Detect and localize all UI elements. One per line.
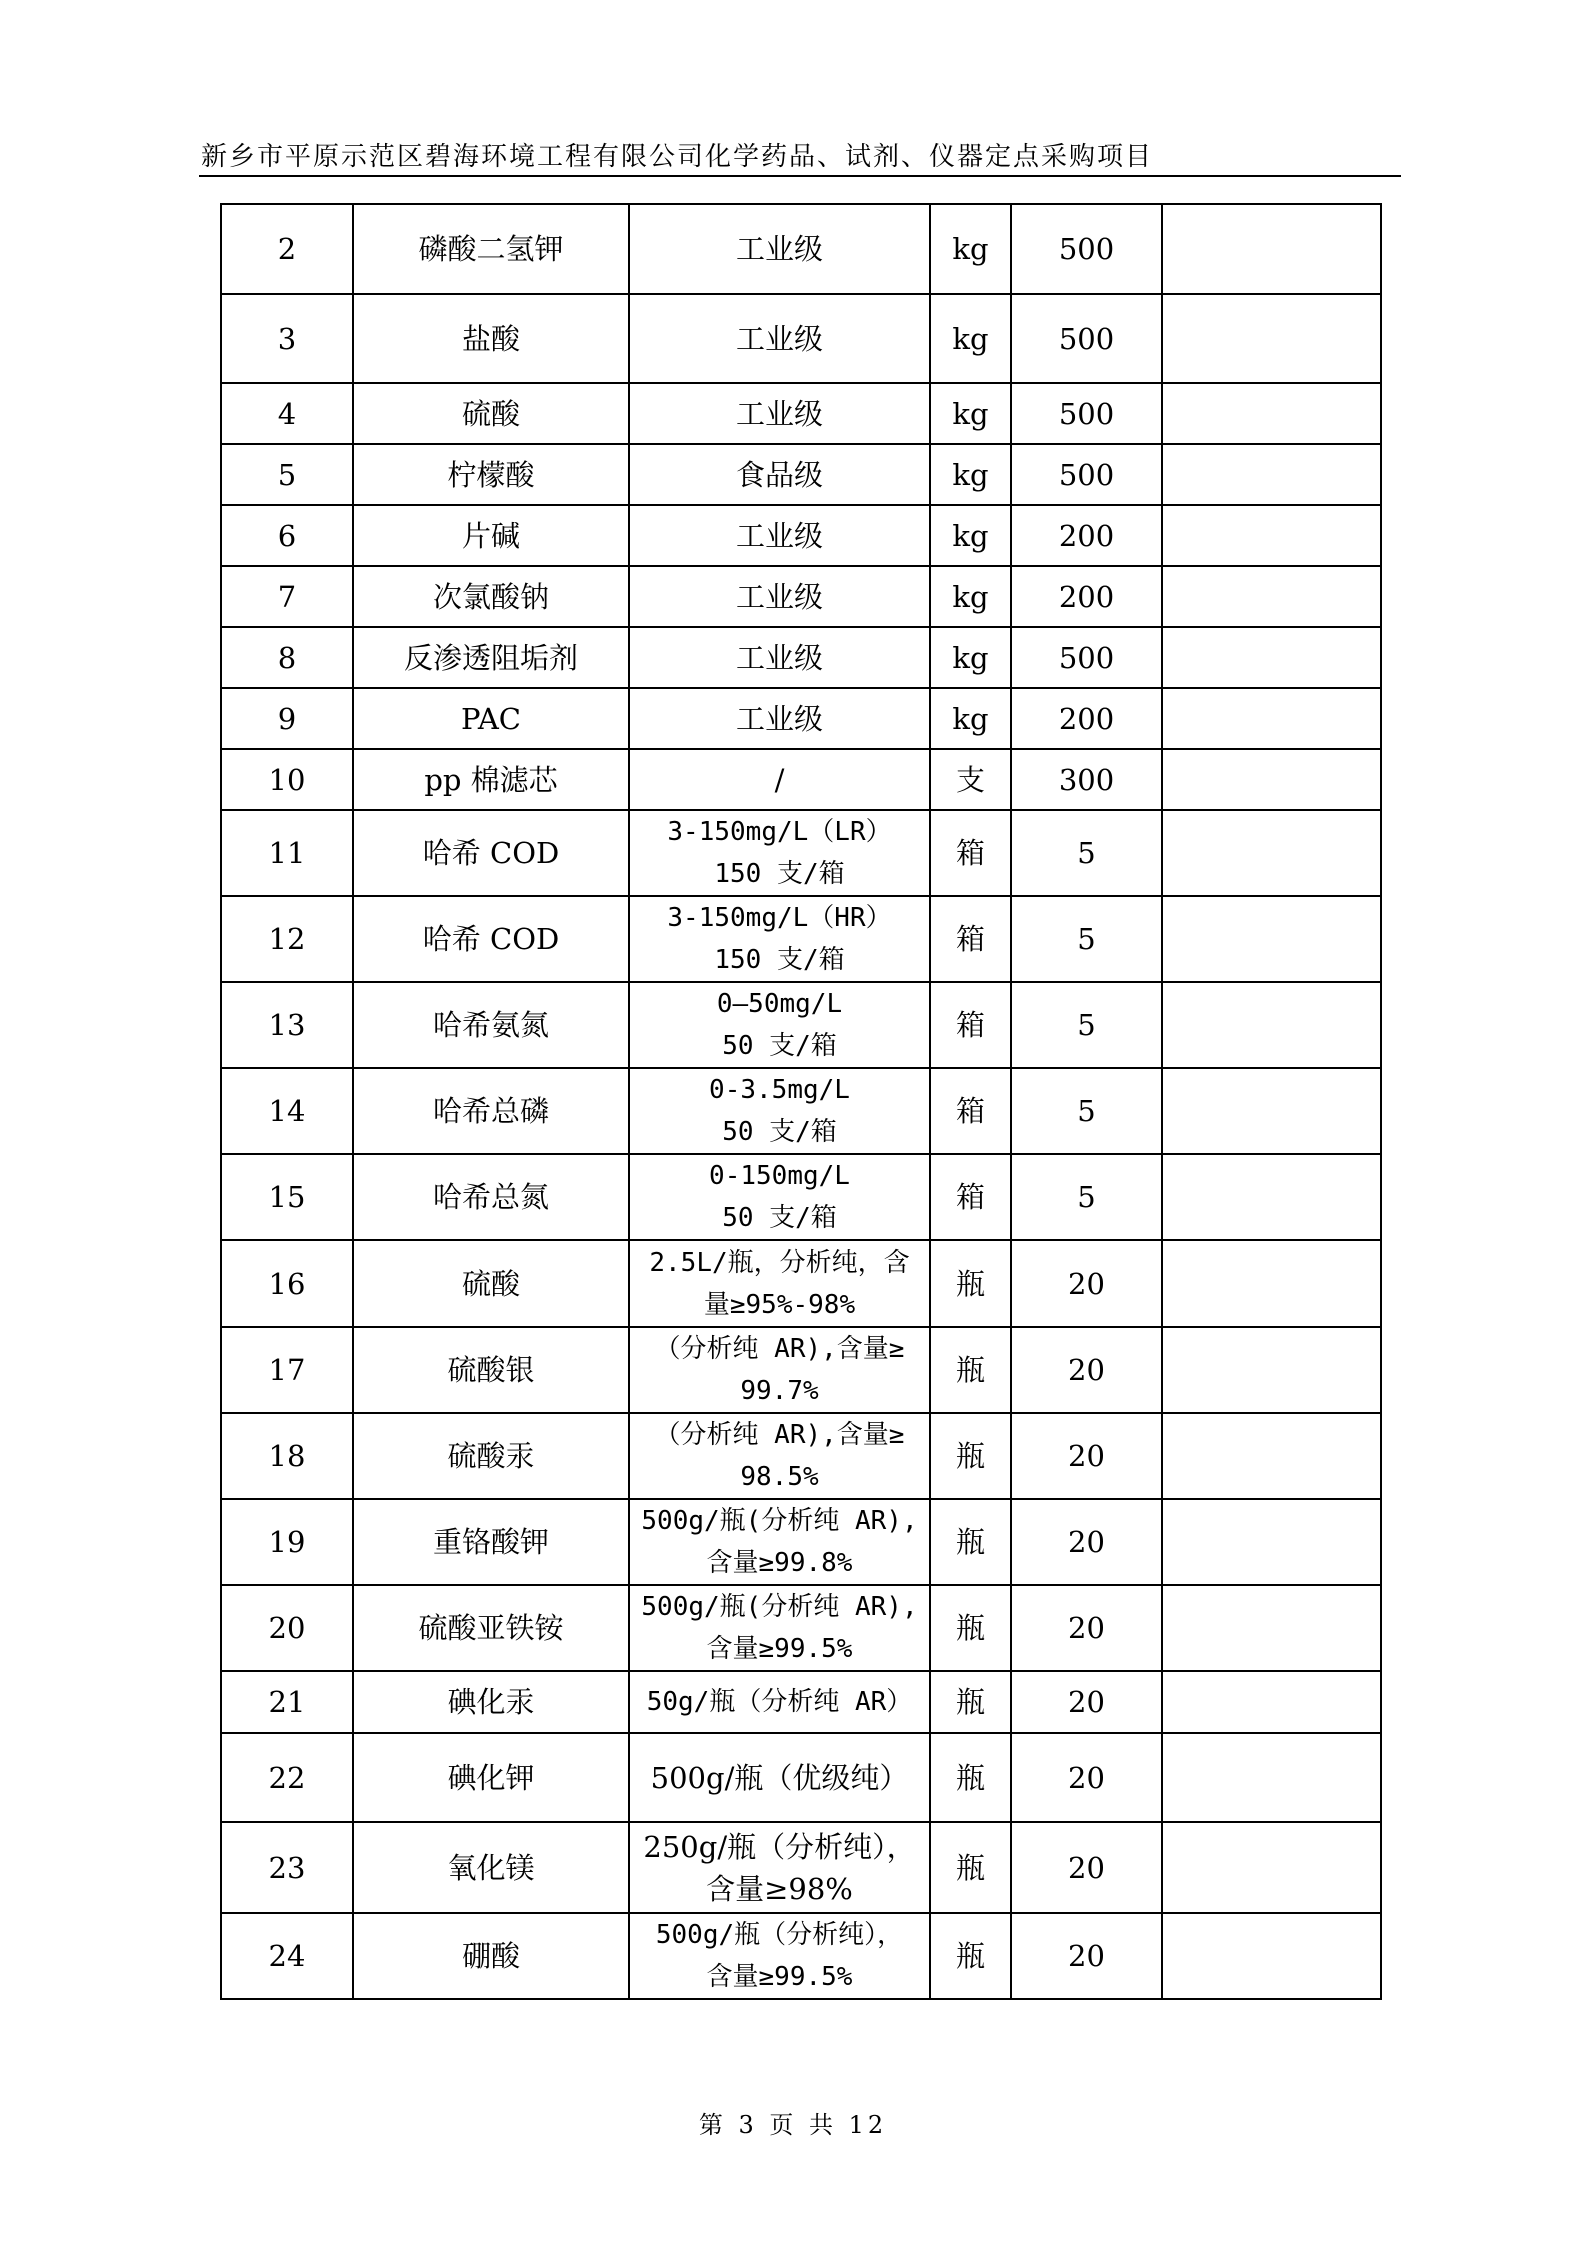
- item-name-cell: 柠檬酸: [353, 444, 629, 505]
- item-name-cell: 硫酸亚铁铵: [353, 1585, 629, 1671]
- item-name-cell: 硼酸: [353, 1913, 629, 1999]
- row-number-cell: 17: [221, 1327, 353, 1413]
- item-note-cell: [1162, 1154, 1381, 1240]
- item-quantity-cell: 5: [1011, 810, 1162, 896]
- table-row: [221, 1240, 1381, 1327]
- item-quantity-cell: 500: [1011, 383, 1162, 444]
- header-divider: [199, 175, 1401, 177]
- item-name-cell: 硫酸: [353, 1240, 629, 1327]
- row-number-cell: 14: [221, 1068, 353, 1154]
- item-spec-cell: 工业级: [629, 627, 930, 688]
- table-row: [221, 383, 1381, 444]
- item-spec-cell: /: [629, 749, 930, 810]
- table-row: [221, 1671, 1381, 1733]
- item-note-cell: [1162, 1913, 1381, 1999]
- item-spec-cell: 工业级: [629, 505, 930, 566]
- item-spec-cell: 0—50mg/L 50 支/箱: [629, 982, 930, 1068]
- item-note-cell: [1162, 566, 1381, 627]
- item-unit-cell: 箱: [930, 1068, 1011, 1154]
- row-number-cell: 10: [221, 749, 353, 810]
- item-note-cell: [1162, 1240, 1381, 1327]
- item-spec-cell: （分析纯 AR),含量≥ 98.5%: [629, 1413, 930, 1499]
- row-number-cell: 23: [221, 1822, 353, 1913]
- item-name-cell: 氧化镁: [353, 1822, 629, 1913]
- item-quantity-cell: 20: [1011, 1822, 1162, 1913]
- item-note-cell: [1162, 505, 1381, 566]
- item-unit-cell: 瓶: [930, 1413, 1011, 1499]
- item-name-cell: 碘化汞: [353, 1671, 629, 1733]
- item-spec-cell: 50g/瓶（分析纯 AR）: [629, 1671, 930, 1733]
- item-quantity-cell: 300: [1011, 749, 1162, 810]
- item-unit-cell: 箱: [930, 810, 1011, 896]
- item-spec-cell: 500g/瓶(分析纯 AR), 含量≥99.5%: [629, 1585, 930, 1671]
- table-row: [221, 982, 1381, 1068]
- row-number-cell: 22: [221, 1733, 353, 1822]
- item-quantity-cell: 500: [1011, 204, 1162, 294]
- item-quantity-cell: 200: [1011, 688, 1162, 749]
- item-quantity-cell: 500: [1011, 444, 1162, 505]
- item-unit-cell: 瓶: [930, 1913, 1011, 1999]
- table-row: [221, 1913, 1381, 1999]
- item-spec-cell: 500g/瓶（分析纯）， 含量≥99.5%: [629, 1913, 930, 1999]
- item-name-cell: 重铬酸钾: [353, 1499, 629, 1585]
- table-row: [221, 1733, 1381, 1822]
- row-number-cell: 12: [221, 896, 353, 982]
- item-unit-cell: 箱: [930, 1154, 1011, 1240]
- item-quantity-cell: 5: [1011, 1154, 1162, 1240]
- table-row: [221, 294, 1381, 383]
- item-unit-cell: kg: [930, 204, 1011, 294]
- items-table-body: [221, 204, 1381, 1999]
- item-unit-cell: kg: [930, 505, 1011, 566]
- item-name-cell: 哈希 COD: [353, 810, 629, 896]
- item-spec-cell: 2.5L/瓶，分析纯，含 量≥95%-98%: [629, 1240, 930, 1327]
- table-row: [221, 204, 1381, 294]
- table-row: [221, 1413, 1381, 1499]
- row-number-cell: 11: [221, 810, 353, 896]
- item-name-cell: 哈希氨氮: [353, 982, 629, 1068]
- item-unit-cell: 瓶: [930, 1822, 1011, 1913]
- item-spec-cell: 工业级: [629, 294, 930, 383]
- item-note-cell: [1162, 1499, 1381, 1585]
- item-name-cell: 硫酸: [353, 383, 629, 444]
- row-number-cell: 21: [221, 1671, 353, 1733]
- item-note-cell: [1162, 204, 1381, 294]
- item-quantity-cell: 20: [1011, 1585, 1162, 1671]
- item-quantity-cell: 20: [1011, 1327, 1162, 1413]
- item-quantity-cell: 20: [1011, 1499, 1162, 1585]
- item-spec-cell: 3-150mg/L（LR） 150 支/箱: [629, 810, 930, 896]
- table-row: [221, 749, 1381, 810]
- row-number-cell: 16: [221, 1240, 353, 1327]
- item-quantity-cell: 20: [1011, 1413, 1162, 1499]
- item-unit-cell: 箱: [930, 896, 1011, 982]
- item-note-cell: [1162, 627, 1381, 688]
- item-note-cell: [1162, 1585, 1381, 1671]
- item-quantity-cell: 5: [1011, 1068, 1162, 1154]
- item-note-cell: [1162, 688, 1381, 749]
- table-row: [221, 627, 1381, 688]
- item-unit-cell: kg: [930, 383, 1011, 444]
- row-number-cell: 18: [221, 1413, 353, 1499]
- table-row: [221, 810, 1381, 896]
- item-note-cell: [1162, 1068, 1381, 1154]
- row-number-cell: 20: [221, 1585, 353, 1671]
- item-name-cell: 反渗透阻垢剂: [353, 627, 629, 688]
- item-note-cell: [1162, 444, 1381, 505]
- item-unit-cell: 瓶: [930, 1671, 1011, 1733]
- item-spec-cell: 工业级: [629, 566, 930, 627]
- item-note-cell: [1162, 1327, 1381, 1413]
- item-spec-cell: 食品级: [629, 444, 930, 505]
- table-row: [221, 1068, 1381, 1154]
- item-unit-cell: kg: [930, 627, 1011, 688]
- row-number-cell: 13: [221, 982, 353, 1068]
- row-number-cell: 6: [221, 505, 353, 566]
- item-quantity-cell: 20: [1011, 1733, 1162, 1822]
- item-spec-cell: 工业级: [629, 688, 930, 749]
- item-quantity-cell: 500: [1011, 627, 1162, 688]
- row-number-cell: 19: [221, 1499, 353, 1585]
- item-spec-cell: （分析纯 AR),含量≥ 99.7%: [629, 1327, 930, 1413]
- item-name-cell: 哈希 COD: [353, 896, 629, 982]
- item-unit-cell: 瓶: [930, 1327, 1011, 1413]
- item-name-cell: 硫酸汞: [353, 1413, 629, 1499]
- row-number-cell: 9: [221, 688, 353, 749]
- item-note-cell: [1162, 1413, 1381, 1499]
- item-quantity-cell: 20: [1011, 1671, 1162, 1733]
- item-name-cell: 碘化钾: [353, 1733, 629, 1822]
- table-row: [221, 505, 1381, 566]
- row-number-cell: 3: [221, 294, 353, 383]
- item-unit-cell: kg: [930, 566, 1011, 627]
- item-note-cell: [1162, 1822, 1381, 1913]
- item-spec-cell: 工业级: [629, 204, 930, 294]
- item-quantity-cell: 5: [1011, 982, 1162, 1068]
- item-unit-cell: kg: [930, 688, 1011, 749]
- item-note-cell: [1162, 383, 1381, 444]
- item-spec-cell: 0-3.5mg/L 50 支/箱: [629, 1068, 930, 1154]
- item-name-cell: 次氯酸钠: [353, 566, 629, 627]
- item-note-cell: [1162, 749, 1381, 810]
- item-unit-cell: 瓶: [930, 1585, 1011, 1671]
- item-spec-cell: 工业级: [629, 383, 930, 444]
- row-number-cell: 2: [221, 204, 353, 294]
- item-unit-cell: 瓶: [930, 1733, 1011, 1822]
- table-row: [221, 1154, 1381, 1240]
- item-spec-cell: 500g/瓶（优级纯）: [629, 1733, 930, 1822]
- item-name-cell: pp 棉滤芯: [353, 749, 629, 810]
- table-row: [221, 1822, 1381, 1913]
- table-row: [221, 1327, 1381, 1413]
- row-number-cell: 5: [221, 444, 353, 505]
- page-number: 第 3 页 共 12: [698, 2111, 888, 2139]
- table-row: [221, 444, 1381, 505]
- item-unit-cell: kg: [930, 294, 1011, 383]
- item-unit-cell: 箱: [930, 982, 1011, 1068]
- item-spec-cell: 500g/瓶(分析纯 AR), 含量≥99.8%: [629, 1499, 930, 1585]
- table-row: [221, 1499, 1381, 1585]
- row-number-cell: 4: [221, 383, 353, 444]
- table-row: [221, 688, 1381, 749]
- item-quantity-cell: 200: [1011, 505, 1162, 566]
- item-name-cell: PAC: [353, 688, 629, 749]
- table-row: [221, 896, 1381, 982]
- item-note-cell: [1162, 810, 1381, 896]
- item-name-cell: 硫酸银: [353, 1327, 629, 1413]
- item-unit-cell: 瓶: [930, 1240, 1011, 1327]
- item-name-cell: 片碱: [353, 505, 629, 566]
- item-quantity-cell: 5: [1011, 896, 1162, 982]
- items-table: [220, 203, 1382, 2000]
- item-note-cell: [1162, 294, 1381, 383]
- row-number-cell: 15: [221, 1154, 353, 1240]
- item-spec-cell: 0-150mg/L 50 支/箱: [629, 1154, 930, 1240]
- item-unit-cell: kg: [930, 444, 1011, 505]
- item-note-cell: [1162, 896, 1381, 982]
- item-quantity-cell: 200: [1011, 566, 1162, 627]
- item-name-cell: 磷酸二氢钾: [353, 204, 629, 294]
- row-number-cell: 7: [221, 566, 353, 627]
- item-note-cell: [1162, 982, 1381, 1068]
- item-name-cell: 哈希总氮: [353, 1154, 629, 1240]
- page-header-title: 新乡市平原示范区碧海环境工程有限公司化学药品、试剂、仪器定点采购项目: [201, 142, 1154, 172]
- item-unit-cell: 瓶: [930, 1499, 1011, 1585]
- item-note-cell: [1162, 1671, 1381, 1733]
- table-row: [221, 566, 1381, 627]
- item-spec-cell: 3-150mg/L（HR） 150 支/箱: [629, 896, 930, 982]
- item-unit-cell: 支: [930, 749, 1011, 810]
- item-name-cell: 哈希总磷: [353, 1068, 629, 1154]
- item-quantity-cell: 20: [1011, 1913, 1162, 1999]
- item-quantity-cell: 500: [1011, 294, 1162, 383]
- row-number-cell: 24: [221, 1913, 353, 1999]
- item-spec-cell: 250g/瓶（分析纯）， 含量≥98%: [629, 1822, 930, 1913]
- item-quantity-cell: 20: [1011, 1240, 1162, 1327]
- row-number-cell: 8: [221, 627, 353, 688]
- table-row: [221, 1585, 1381, 1671]
- item-name-cell: 盐酸: [353, 294, 629, 383]
- item-note-cell: [1162, 1733, 1381, 1822]
